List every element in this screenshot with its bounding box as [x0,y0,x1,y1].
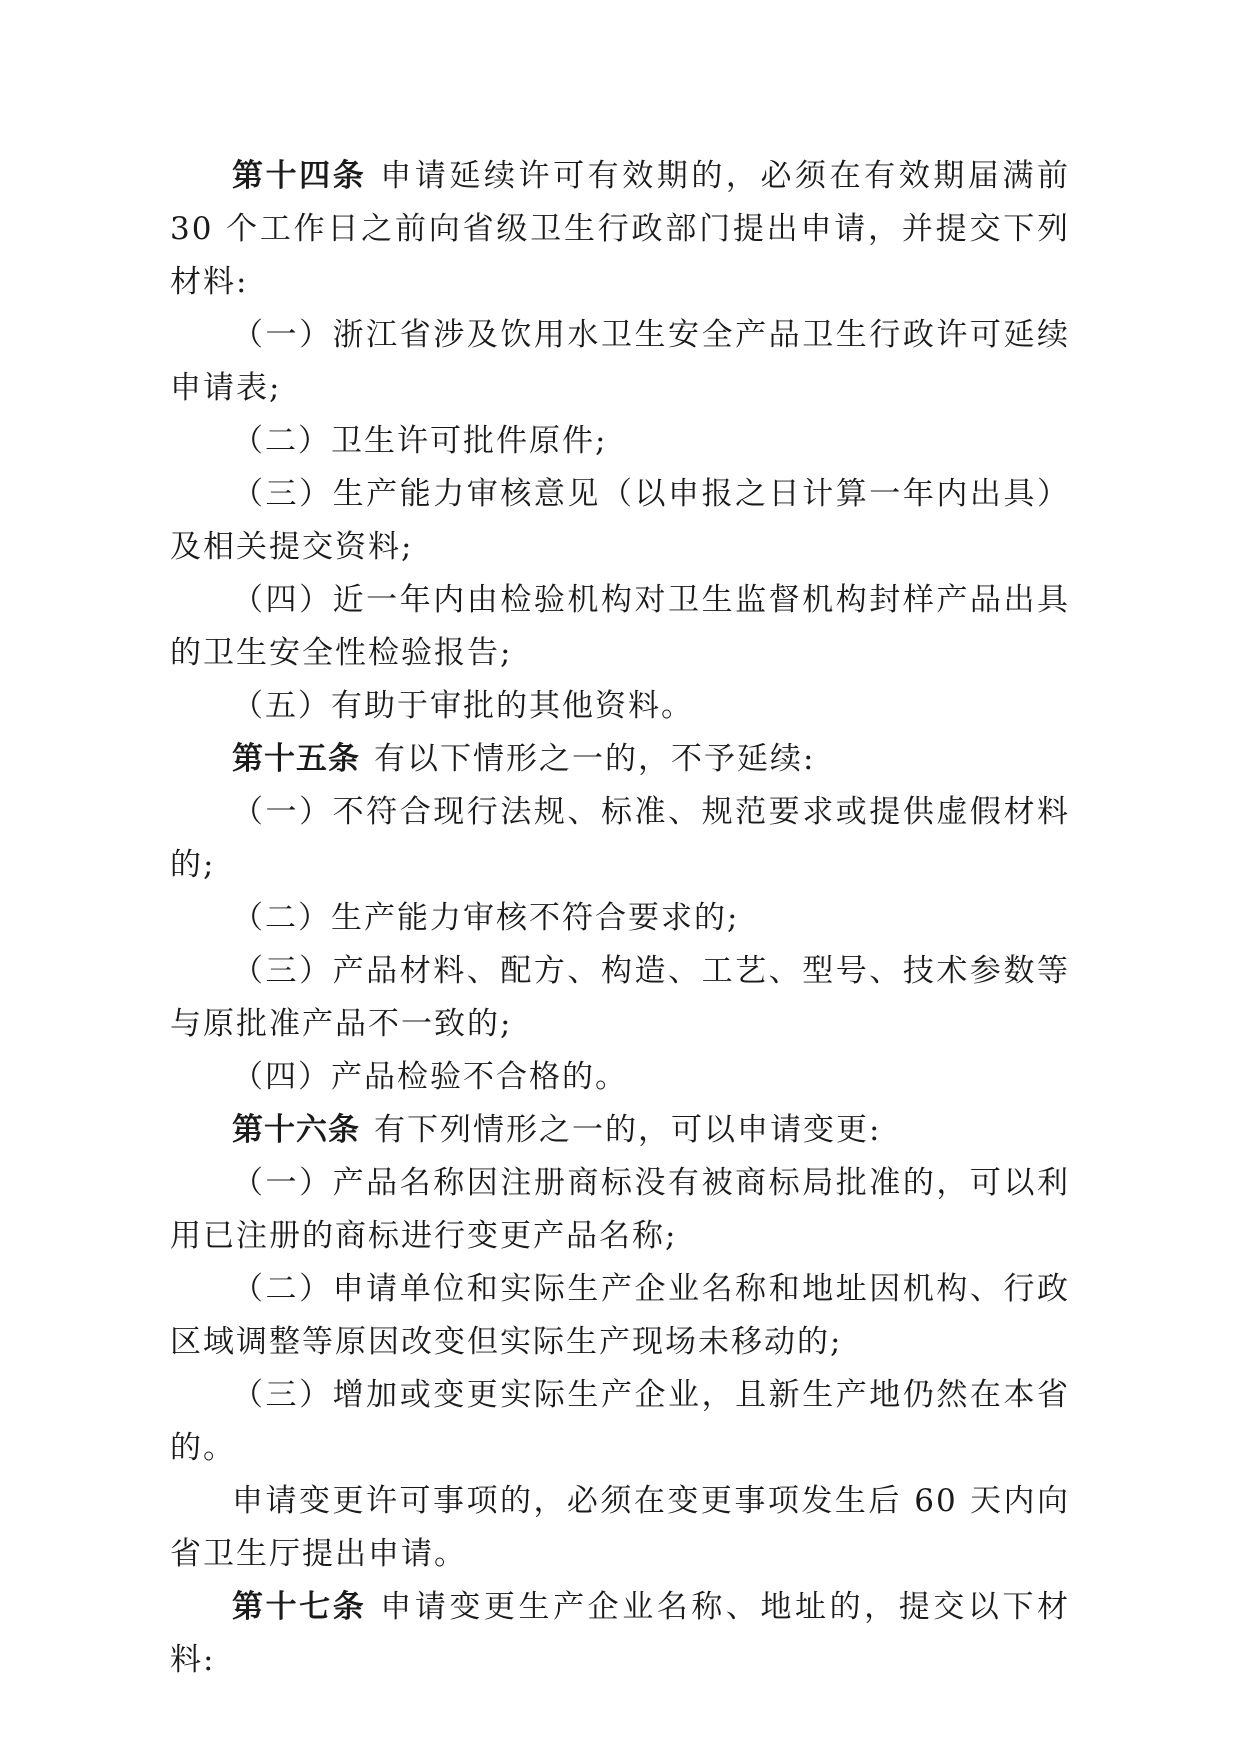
paragraph-text: （五）有助于审批的其他资料。 [232,688,694,724]
paragraph-text: （一）产品名称因注册商标没有被商标局批准的，可以利用已注册的商标进行变更产品名称; [170,1165,1070,1254]
list-item [170,309,1070,415]
paragraph-text: （四）产品检验不合格的。 [232,1059,628,1095]
paragraph-text: （二）生产能力审核不符合要求的; [232,900,740,936]
paragraph-text: 申请变更许可事项的，必须在变更事项发生后 60 天内向省卫生厅提出申请。 [170,1483,1070,1572]
list-item [170,1051,1070,1104]
paragraph-text: 有以下情形之一的，不予延续: [374,741,816,777]
list-item [170,415,1070,468]
list-item [170,1369,1070,1475]
paragraph-text: （三）增加或变更实际生产企业，且新生产地仍然在本省的。 [170,1377,1070,1466]
article-heading: 第十六条 [232,1112,360,1148]
list-item [170,574,1070,680]
paragraph-text: （一）不符合现行法规、标准、规范要求或提供虚假材料的; [170,794,1070,883]
paragraph-text: 申请延续许可有效期的，必须在有效期届满前 30 个工作日之前向省级卫生行政部门提出申请，并提交下列材料: [170,158,1071,300]
list-item [170,1263,1070,1369]
article-heading: 第十五条 [232,741,360,777]
article-heading: 第十七条 [232,1589,367,1625]
paragraph-text: （二）申请单位和实际生产企业名称和地址因机构、行政区域调整等原因改变但实际生产现场未移动的; [170,1271,1070,1360]
list-item [170,1157,1070,1263]
article-16-paragraph [170,1104,1070,1157]
paragraph-text: （三）生产能力审核意见（以申报之日计算一年内出具）及相关提交资料; [170,476,1070,565]
paragraph-text: （三）产品材料、配方、构造、工艺、型号、技术参数等与原批准产品不一致的; [170,953,1070,1042]
article-17-paragraph [170,1581,1070,1687]
article-14-paragraph [170,150,1070,309]
list-item [170,786,1070,892]
paragraph-text: （四）近一年内由检验机构对卫生监督机构封样产品出具的卫生安全性检验报告; [170,582,1070,671]
paragraph-text: 申请变更生产企业名称、地址的，提交以下材料: [170,1589,1071,1678]
list-item [170,680,1070,733]
paragraph-text: （二）卫生许可批件原件; [232,423,608,459]
paragraph-text: 有下列情形之一的，可以申请变更: [374,1112,882,1148]
article-heading: 第十四条 [232,158,367,194]
list-item [170,468,1070,574]
paragraph-text: （一）浙江省涉及饮用水卫生安全产品卫生行政许可延续申请表; [170,317,1070,406]
body-paragraph [170,1475,1070,1581]
list-item [170,945,1070,1051]
list-item [170,892,1070,945]
article-15-paragraph [170,733,1070,786]
document-body [170,150,1070,1687]
